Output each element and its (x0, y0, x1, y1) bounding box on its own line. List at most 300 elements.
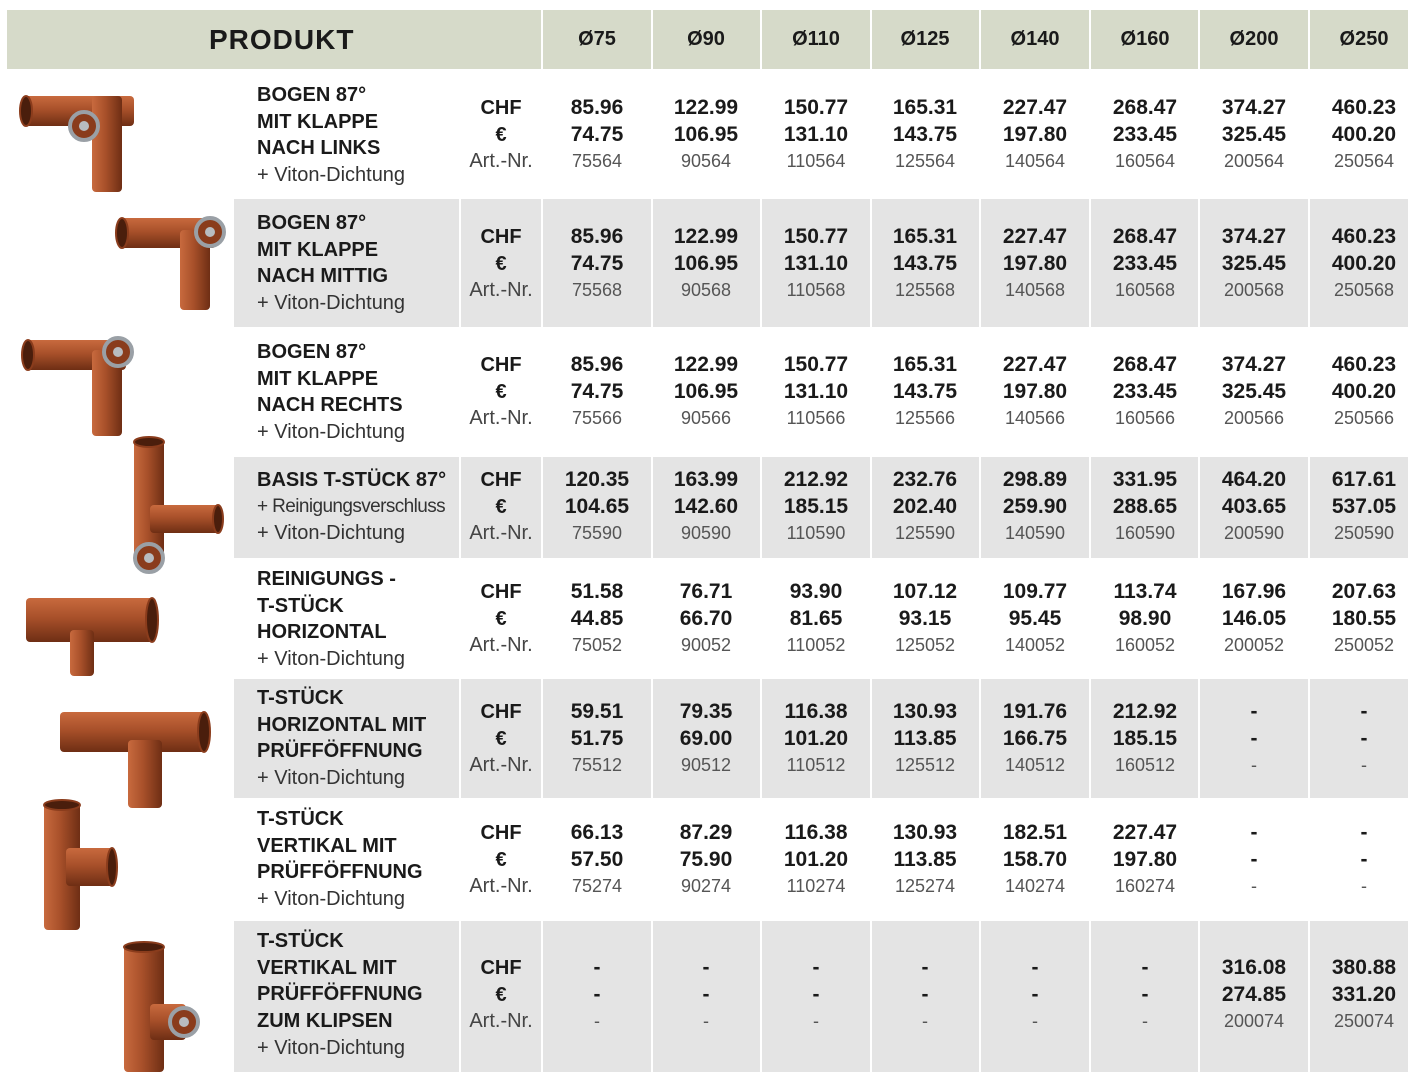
price-cell (543, 820, 651, 900)
article-number: - (1361, 755, 1367, 776)
article-number: 110566 (786, 408, 846, 429)
article-number: - (922, 1011, 928, 1032)
price-cell (543, 467, 651, 547)
eur-price: 325.45 (1221, 251, 1287, 275)
article-number: 90274 (680, 876, 732, 897)
article-number: 160274 (1114, 876, 1176, 897)
diameter-header: Ø90 (687, 28, 725, 50)
price-cell (871, 820, 979, 900)
article-number: 90568 (680, 280, 732, 301)
eur-price: 537.05 (1331, 494, 1397, 518)
eur-price: - (702, 982, 710, 1006)
eur-price: 113.85 (893, 847, 957, 871)
chf-price: - (1031, 956, 1039, 979)
price-cell (871, 699, 979, 779)
chf-price: 331.95 (1112, 468, 1178, 491)
art-label: Art.-Nr. (469, 634, 533, 657)
eur-price: 400.20 (1331, 122, 1397, 146)
article-number: 125274 (894, 876, 956, 897)
article-number: 110512 (786, 755, 846, 776)
article-number: 160568 (1114, 280, 1176, 301)
price-cell (1310, 95, 1408, 175)
chf-price: 79.35 (679, 700, 733, 723)
chf-price: 122.99 (673, 225, 739, 248)
article-number: - (594, 1011, 600, 1032)
price-cell (762, 467, 870, 547)
art-label: Art.-Nr. (469, 279, 533, 302)
chf-price: 163.99 (673, 468, 739, 491)
price-cell (762, 352, 870, 432)
chf-price: 227.47 (1002, 96, 1068, 119)
article-number: 160052 (1114, 635, 1176, 656)
chf-price: 212.92 (1112, 700, 1178, 723)
price-cell (1310, 467, 1408, 547)
chf-price: 460.23 (1331, 353, 1397, 376)
price-cell (1200, 467, 1308, 547)
article-number: 125566 (894, 408, 956, 429)
eur-price: 74.75 (570, 122, 624, 146)
chf-price: - (1250, 821, 1258, 844)
article-number: 140564 (1004, 151, 1066, 172)
diameter-header: Ø110 (792, 28, 840, 50)
chf-price: 182.51 (1002, 821, 1068, 844)
column-divider (459, 457, 461, 558)
product-name-line: NACH MITTIG (257, 265, 389, 288)
article-number: 250590 (1333, 523, 1395, 544)
article-number: 250074 (1333, 1011, 1395, 1032)
chf-price: 116.38 (784, 821, 848, 844)
product-name-line: BOGEN 87° (257, 212, 367, 234)
product-name-line: T-STÜCK (257, 930, 344, 952)
price-cell (981, 579, 1089, 659)
eur-price: - (1031, 982, 1039, 1006)
eur-price: - (921, 982, 929, 1006)
price-cell (1310, 352, 1408, 432)
article-number: 125568 (894, 280, 956, 301)
chf-price: - (1141, 956, 1149, 979)
column-divider (459, 71, 461, 198)
eur-price: 44.85 (570, 606, 624, 630)
article-number: 90512 (680, 755, 732, 776)
price-cell (1091, 955, 1199, 1035)
eur-price: 95.45 (1008, 606, 1062, 630)
article-number: 200568 (1223, 280, 1285, 301)
article-number: 125590 (894, 523, 956, 544)
chf-label: CHF (480, 469, 522, 491)
eur-label: € (495, 983, 507, 1006)
price-cell (871, 955, 979, 1035)
eur-price: 288.65 (1112, 494, 1178, 518)
product-extra: + Viton-Dichtung (257, 1036, 406, 1059)
eur-price: 142.60 (673, 494, 739, 518)
eur-price: - (1141, 982, 1149, 1006)
article-number: 140568 (1004, 280, 1066, 301)
article-number: 140590 (1004, 523, 1066, 544)
product-name (257, 928, 423, 1062)
price-cell (1091, 224, 1199, 304)
eur-price: 66.70 (679, 606, 733, 630)
eur-price: - (1250, 726, 1258, 750)
article-number: 75566 (571, 408, 623, 429)
article-number: 90564 (680, 151, 732, 172)
product-name-line: T-STÜCK (257, 808, 344, 830)
chf-price: 109.77 (1002, 580, 1068, 603)
product-name-line: T-STÜCK (257, 594, 344, 617)
article-number: 140512 (1004, 755, 1066, 776)
eur-price: 400.20 (1331, 251, 1397, 275)
eur-price: 106.95 (673, 251, 739, 275)
eur-price: 57.50 (570, 847, 624, 871)
chf-price: - (921, 956, 929, 979)
article-number: - (1032, 1011, 1038, 1032)
product-name-line: MIT KLAPPE (257, 110, 379, 133)
price-cell (652, 95, 760, 175)
product-name (257, 339, 405, 446)
product-name (257, 210, 405, 317)
chf-price: 107.12 (892, 580, 958, 603)
article-number: 75590 (571, 523, 623, 544)
chf-price: 113.74 (1113, 580, 1177, 603)
article-number: 75274 (571, 876, 623, 897)
price-cell (762, 579, 870, 659)
article-number: 140566 (1004, 408, 1066, 429)
diameter-header: Ø250 (1339, 28, 1389, 50)
chf-price: 120.35 (564, 468, 630, 491)
eur-price: - (812, 982, 820, 1006)
article-number: 250568 (1333, 280, 1395, 301)
eur-price: 101.20 (783, 847, 849, 871)
chf-price: 130.93 (892, 700, 958, 723)
article-number: 140274 (1004, 876, 1066, 897)
diameter-header: Ø200 (1229, 28, 1279, 50)
diameter-header: Ø140 (1010, 28, 1060, 50)
price-cell (1310, 955, 1408, 1035)
price-cell (981, 820, 1089, 900)
article-number: 110568 (786, 280, 846, 301)
eur-price: 197.80 (1112, 847, 1178, 871)
chf-label: CHF (480, 822, 522, 844)
article-number: 250052 (1333, 635, 1395, 656)
eur-price: 274.85 (1221, 982, 1287, 1006)
eur-price: 146.05 (1221, 606, 1287, 630)
product-extra: + Viton-Dichtung (257, 164, 406, 187)
chf-price: 191.76 (1002, 700, 1068, 723)
chf-price: 59.51 (570, 700, 624, 723)
chf-price: 85.96 (570, 353, 624, 376)
price-cell (652, 224, 760, 304)
eur-price: 400.20 (1331, 379, 1397, 403)
chf-price: 268.47 (1112, 96, 1178, 119)
chf-price: 167.96 (1221, 580, 1287, 603)
eur-price: 233.45 (1112, 251, 1178, 275)
eur-price: 104.65 (564, 494, 630, 518)
product-extra: + Viton-Dichtung (257, 888, 406, 911)
product-name-line: BOGEN 87° (257, 84, 367, 106)
price-cell (981, 352, 1089, 432)
eur-price: - (1360, 726, 1368, 750)
eur-price: - (593, 982, 601, 1006)
price-cell (543, 955, 651, 1035)
article-number: 125052 (894, 635, 956, 656)
column-divider (459, 679, 461, 798)
column-divider (1308, 10, 1310, 69)
eur-price: 131.10 (783, 251, 849, 275)
article-number: 160512 (1114, 755, 1176, 776)
product-name-line: ZUM KLIPSEN (257, 1010, 393, 1033)
chf-price: 122.99 (673, 96, 739, 119)
product-name (257, 685, 426, 792)
price-labels (462, 699, 540, 779)
product-name-line: VERTIKAL MIT (257, 956, 397, 979)
chf-price: 268.47 (1112, 353, 1178, 376)
article-number: 110274 (786, 876, 846, 897)
eur-price: 325.45 (1221, 379, 1287, 403)
product-extra: + Viton-Dichtung (257, 421, 406, 444)
price-labels (462, 95, 540, 175)
price-cell (652, 352, 760, 432)
price-cell (1200, 579, 1308, 659)
eur-price: 143.75 (892, 251, 958, 275)
product-name (257, 467, 446, 547)
eur-price: 158.70 (1002, 847, 1068, 871)
price-cell (981, 224, 1089, 304)
product-extra: + Viton-Dichtung (257, 522, 406, 545)
product-extra: + Reinigungsverschluss (257, 495, 445, 517)
chf-price: - (702, 956, 710, 979)
art-label: Art.-Nr. (469, 150, 533, 173)
chf-label: CHF (480, 701, 522, 723)
product-name-line: VERTIKAL MIT (257, 834, 397, 857)
chf-price: - (1360, 700, 1368, 723)
price-cell (1200, 95, 1308, 175)
eur-price: 325.45 (1221, 122, 1287, 146)
chf-price: 374.27 (1221, 225, 1287, 248)
chf-price: 316.08 (1221, 956, 1287, 979)
eur-label: € (495, 380, 507, 403)
product-name-line: BASIS T-STÜCK 87° (257, 469, 447, 491)
price-cell (981, 955, 1089, 1035)
article-number: 200074 (1223, 1011, 1285, 1032)
eur-price: - (1360, 847, 1368, 871)
eur-price: 166.75 (1002, 726, 1068, 750)
chf-price: 374.27 (1221, 353, 1287, 376)
chf-price: - (1250, 700, 1258, 723)
chf-price: 298.89 (1002, 468, 1068, 491)
eur-price: 98.90 (1118, 606, 1172, 630)
price-cell (1310, 820, 1408, 900)
chf-price: 227.47 (1112, 821, 1178, 844)
article-number: - (1251, 755, 1257, 776)
chf-price: 460.23 (1331, 225, 1397, 248)
chf-price: 268.47 (1112, 225, 1178, 248)
article-number: - (1251, 876, 1257, 897)
price-cell (1310, 699, 1408, 779)
eur-price: 197.80 (1002, 122, 1068, 146)
chf-price: 66.13 (570, 821, 624, 844)
price-cell (871, 352, 979, 432)
product-name-line: MIT KLAPPE (257, 367, 379, 390)
price-cell (652, 467, 760, 547)
article-number: 200566 (1223, 408, 1285, 429)
eur-price: 131.10 (783, 379, 849, 403)
product-name-line: MIT KLAPPE (257, 238, 379, 261)
eur-price: 74.75 (570, 379, 624, 403)
price-cell (762, 224, 870, 304)
article-number: 160564 (1114, 151, 1176, 172)
price-cell (1091, 467, 1199, 547)
article-number: - (1361, 876, 1367, 897)
product-extra: + Viton-Dichtung (257, 767, 406, 790)
chf-price: 85.96 (570, 225, 624, 248)
article-number: 200590 (1223, 523, 1285, 544)
article-number: 90052 (680, 635, 732, 656)
eur-label: € (495, 607, 507, 630)
chf-price: 165.31 (892, 96, 958, 119)
chf-price: 165.31 (892, 225, 958, 248)
price-cell (1091, 820, 1199, 900)
chf-price: 122.99 (673, 353, 739, 376)
column-divider (1089, 10, 1091, 69)
eur-price: 143.75 (892, 122, 958, 146)
chf-label: CHF (480, 957, 522, 979)
price-cell (1091, 579, 1199, 659)
chf-price: 374.27 (1221, 96, 1287, 119)
article-number: 140052 (1004, 635, 1066, 656)
eur-price: 259.90 (1002, 494, 1068, 518)
column-divider (459, 799, 461, 920)
column-divider (651, 10, 653, 69)
price-cell (1091, 95, 1199, 175)
art-label: Art.-Nr. (469, 1010, 533, 1033)
eur-price: 180.55 (1331, 606, 1397, 630)
product-name-line: NACH RECHTS (257, 394, 403, 417)
eur-label: € (495, 252, 507, 275)
chf-price: 165.31 (892, 353, 958, 376)
product-name-line: PRÜFFÖFFNUNG (257, 861, 423, 884)
art-label: Art.-Nr. (469, 407, 533, 430)
eur-label: € (495, 727, 507, 750)
art-label: Art.-Nr. (469, 754, 533, 777)
eur-price: 81.65 (789, 606, 843, 630)
price-cell (543, 699, 651, 779)
article-number: 90566 (680, 408, 732, 429)
article-number: 90590 (680, 523, 732, 544)
price-labels (462, 579, 540, 659)
column-divider (459, 559, 461, 678)
product-name-line: BOGEN 87° (257, 341, 367, 363)
price-labels (462, 224, 540, 304)
column-divider (870, 10, 872, 69)
art-label: Art.-Nr. (469, 875, 533, 898)
chf-price: - (1360, 821, 1368, 844)
article-number: - (813, 1011, 819, 1032)
price-cell (871, 224, 979, 304)
product-name-line: T-STÜCK (257, 687, 344, 709)
article-number: 75512 (571, 755, 623, 776)
price-labels (462, 352, 540, 432)
article-number: - (703, 1011, 709, 1032)
chf-price: 150.77 (783, 225, 849, 248)
article-number: 250564 (1333, 151, 1395, 172)
price-cell (762, 699, 870, 779)
article-number: 160590 (1114, 523, 1176, 544)
price-labels (462, 467, 540, 547)
chf-price: 76.71 (679, 580, 733, 603)
diameter-header: Ø125 (900, 28, 950, 50)
eur-price: - (1250, 847, 1258, 871)
chf-price: 130.93 (892, 821, 958, 844)
product-name (257, 566, 405, 673)
chf-label: CHF (480, 581, 522, 603)
article-number: 200052 (1223, 635, 1285, 656)
price-cell (543, 352, 651, 432)
article-number: 110590 (786, 523, 846, 544)
price-cell (1310, 224, 1408, 304)
eur-price: 75.90 (679, 847, 733, 871)
product-extra: + Viton-Dichtung (257, 648, 406, 671)
chf-price: 85.96 (570, 96, 624, 119)
article-number: 110564 (786, 151, 846, 172)
art-label: Art.-Nr. (469, 522, 533, 545)
price-cell (1200, 699, 1308, 779)
eur-price: 185.15 (1112, 726, 1178, 750)
article-number: 125512 (894, 755, 956, 776)
eur-price: 202.40 (892, 494, 958, 518)
column-divider (541, 10, 543, 69)
product-name-line: REINIGUNGS - (257, 568, 396, 590)
price-cell (762, 955, 870, 1035)
article-number: 110052 (786, 635, 846, 656)
diameter-header: Ø75 (578, 28, 616, 50)
article-number: 75568 (571, 280, 623, 301)
price-cell (543, 95, 651, 175)
article-number: 250566 (1333, 408, 1395, 429)
chf-price: 460.23 (1331, 96, 1397, 119)
price-cell (871, 579, 979, 659)
article-number: 75052 (571, 635, 623, 656)
eur-price: 197.80 (1002, 379, 1068, 403)
product-name (257, 82, 405, 189)
product-name-line: HORIZONTAL MIT (257, 713, 427, 736)
price-cell (981, 467, 1089, 547)
column-divider (459, 199, 461, 327)
table-title: PRODUKT (209, 24, 355, 55)
price-cell (981, 699, 1089, 779)
price-cell (652, 699, 760, 779)
eur-price: 131.10 (783, 122, 849, 146)
price-cell (1200, 352, 1308, 432)
eur-label: € (495, 123, 507, 146)
product-name-line: NACH LINKS (257, 137, 381, 160)
chf-price: 150.77 (783, 353, 849, 376)
product-name-line: PRÜFFÖFFNUNG (257, 983, 423, 1006)
chf-price: - (593, 956, 601, 979)
product-name (257, 806, 423, 913)
diameter-header: Ø160 (1120, 28, 1170, 50)
eur-price: 74.75 (570, 251, 624, 275)
price-cell (1091, 352, 1199, 432)
price-cell (652, 820, 760, 900)
price-cell (981, 95, 1089, 175)
chf-label: CHF (480, 97, 522, 119)
chf-label: CHF (480, 226, 522, 248)
chf-price: 227.47 (1002, 225, 1068, 248)
eur-price: 143.75 (892, 379, 958, 403)
column-divider (1198, 10, 1200, 69)
chf-price: 87.29 (679, 821, 733, 844)
price-cell (1310, 579, 1408, 659)
column-divider (459, 328, 461, 456)
